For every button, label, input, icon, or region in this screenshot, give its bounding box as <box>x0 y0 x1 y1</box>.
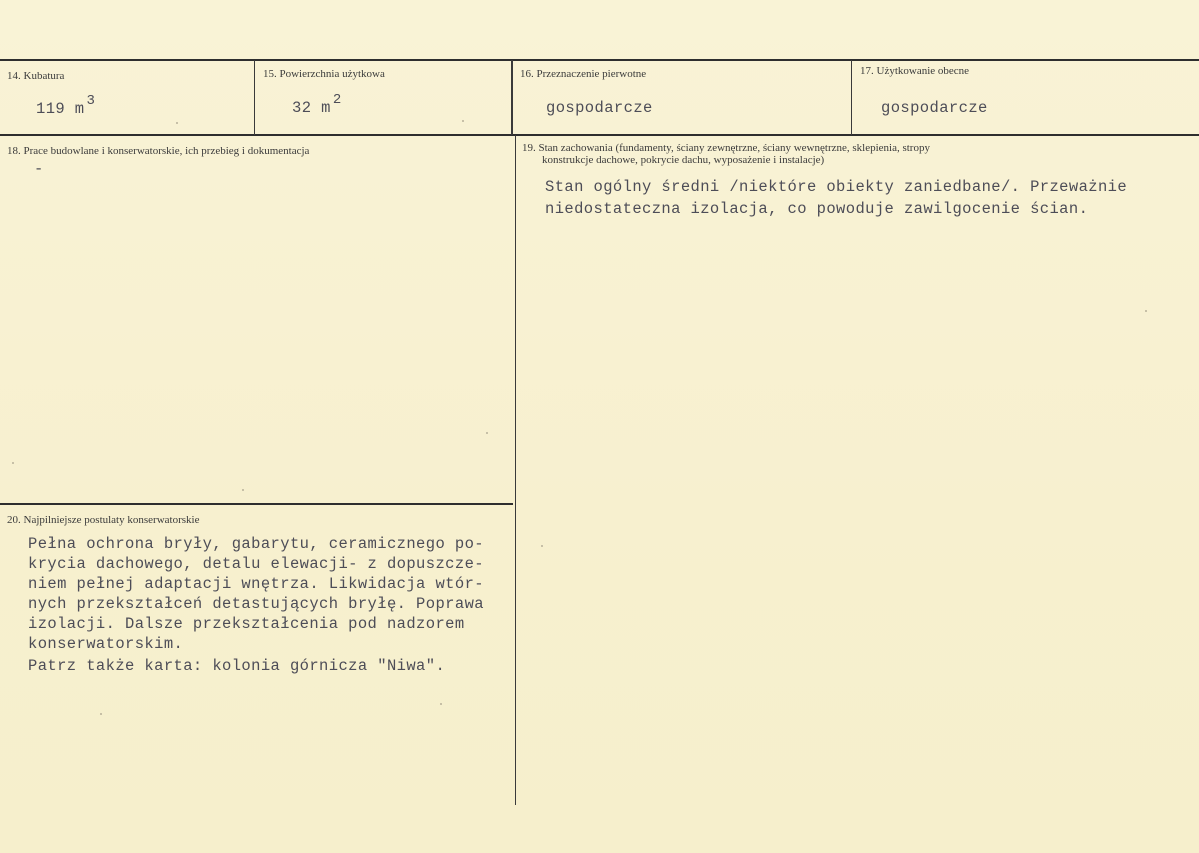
field-20-line-1: Pełna ochrona bryły, gabarytu, ceramicznego po- <box>28 535 484 553</box>
paper-speck <box>100 713 102 715</box>
paper-speck <box>242 489 244 491</box>
field-20-line-3: niem pełnej adaptacji wnętrza. Likwidacja wtór- <box>28 575 484 593</box>
field-20-line-2: krycia dachowego, detalu elewacji- z dopuszcze- <box>28 555 484 573</box>
row-divider <box>0 134 1199 136</box>
field-16-value: gospodarcze <box>546 99 653 117</box>
field-19-label-line-1: 19. Stan zachowania (fundamenty, ściany zewnętrzne, ściany wewnętrzne, sklepienia, stropy <box>522 142 930 154</box>
kubatura-exponent: 3 <box>86 93 96 109</box>
paper-speck <box>440 703 442 705</box>
top-rule <box>0 59 1199 61</box>
field-20-line-4: nych przekształceń detastujących bryłę. Poprawa <box>28 595 484 613</box>
field-20-line-6: konserwatorskim. <box>28 635 184 653</box>
field-20-label: 20. Najpilniejsze postulaty konserwatorskie <box>7 514 200 526</box>
kubatura-value: 119 m <box>36 100 85 118</box>
section-divider-left <box>0 503 513 505</box>
paper-speck <box>12 462 14 464</box>
powierzchnia-exponent: 2 <box>332 92 342 108</box>
paper-speck <box>486 432 488 434</box>
field-15-value <box>292 92 342 120</box>
field-20-line-5: izolacji. Dalsze przekształcenia pod nadzorem <box>28 615 465 633</box>
field-14-value <box>36 93 96 121</box>
paper-speck <box>462 120 464 122</box>
paper-speck <box>1145 310 1147 312</box>
col-divider-main <box>515 135 516 805</box>
field-19-line-2: niedostateczna izolacja, co powoduje zawilgocenie ścian. <box>545 200 1089 218</box>
field-18-value: - <box>34 160 44 178</box>
field-17-label: 17. Użytkowanie obecne <box>860 65 970 77</box>
field-19-line-1: Stan ogólny średni /niektóre obiekty zaniedbane/. Przeważnie <box>545 178 1128 196</box>
field-15-label: 15. Powierzchnia użytkowa <box>263 68 385 80</box>
paper-speck <box>541 545 543 547</box>
field-17-value: gospodarcze <box>881 99 988 117</box>
paper-speck <box>176 122 178 124</box>
field-19-label-line-2: konstrukcje dachowe, pokrycie dachu, wyposażenie i instalacje) <box>542 154 825 166</box>
col-divider-1 <box>254 60 255 135</box>
col-divider-3 <box>851 60 852 135</box>
field-18-label: 18. Prace budowlane i konserwatorskie, ich przebieg i dokumentacja <box>7 145 310 157</box>
field-20-line-7: Patrz także karta: kolonia górnicza "Niwa". <box>28 657 446 675</box>
powierzchnia-value: 32 m <box>292 99 331 117</box>
col-divider-2 <box>511 60 513 135</box>
field-16-label: 16. Przeznaczenie pierwotne <box>520 68 647 80</box>
field-14-label: 14. Kubatura <box>7 70 65 82</box>
